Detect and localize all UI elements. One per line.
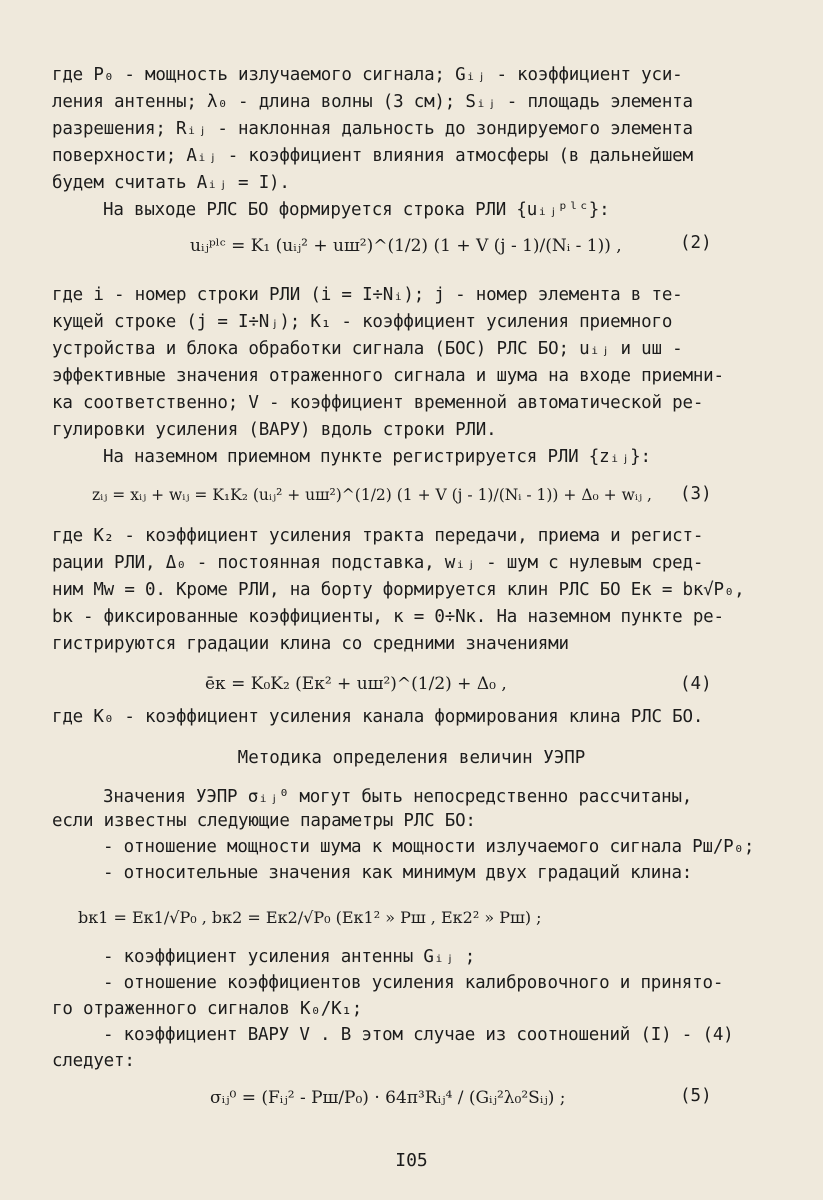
text-line-19: где K₀ - коэффициент усиления канала формирования клина РЛС БО. [52,707,704,727]
text-line-11: ка соответственно; V - коэффициент временной автоматической ре- [52,393,704,413]
text-line-18: гистрируются градации клина со средними значениями [52,634,569,654]
equation-3: zᵢⱼ = xᵢⱼ + wᵢⱼ = K₁K₂ (uᵢⱼ² + uш²)^(1/2) (1 + V (j - 1)/(Nᵢ - 1)) + Δ₀ + wᵢⱼ , [92,486,652,504]
text-line-14: где K₂ - коэффициент усиления тракта передачи, приема и регист- [52,526,704,546]
text-line-4: поверхности; Aᵢⱼ - коэффициент влияния атмосферы (в дальнейшем [52,146,693,166]
text-line-16: ним Mw = 0. Кроме РЛИ, на борту формируется клин РЛС БО Eк = bк√P₀, [52,580,745,600]
text-line-20: Значения УЭПР σᵢⱼ⁰ могут быть непосредственно рассчитаны, [103,787,693,807]
equation-number-3: (3) [680,484,712,504]
text-line-27: - коэффициент ВАРУ V . В этом случае из соотношений (I) - (4) [103,1025,734,1045]
text-line-5: будем считать Aᵢⱼ = I). [52,173,290,193]
equation-gradations: bк1 = Eк1/√P₀ , bк2 = Eк2/√P₀ (Eк1² » Pш , Eк2² » Pш) ; [78,908,542,927]
equation-number-2: (2) [680,233,712,253]
equation-4: ēк = K₀K₂ (Eк² + uш²)^(1/2) + Δ₀ , [205,674,507,694]
equation-2: uᵢⱼᵖˡᶜ = K₁ (uᵢⱼ² + uш²)^(1/2) (1 + V (j - 1)/(Nᵢ - 1)) , [190,236,622,256]
equation-number-4: (4) [680,674,712,694]
equation-5: σᵢⱼ⁰ = (Fᵢⱼ² - Pш/P₀) · 64π³Rᵢⱼ⁴ / (Gᵢⱼ²λ₀²Sᵢⱼ) ; [210,1088,566,1108]
text-line-23: - относительные значения как минимум двух градаций клина: [103,863,693,883]
text-line-15: рации РЛИ, Δ₀ - постоянная подставка, wᵢⱼ - шум с нулевым сред- [52,553,704,573]
text-line-21: если известны следующие параметры РЛС БО: [52,811,476,831]
text-line-17: bк - фиксированные коэффициенты, к = 0÷Nк. На наземном пункте ре- [52,607,724,627]
text-line-8: кущей строке (j = I÷Nⱼ); K₁ - коэффициент усиления приемного [52,312,673,332]
text-line-13: На наземном приемном пункте регистрируется РЛИ {zᵢⱼ}: [103,447,651,467]
text-line-2: ления антенны; λ₀ - длина волны (3 см); Sᵢⱼ - площадь элемента [52,92,693,112]
text-line-26: го отраженного сигналов K₀/K₁; [52,999,363,1019]
text-line-7: где i - номер строки РЛИ (i = I÷Nᵢ); j - номер элемента в те- [52,285,683,305]
text-line-28: следует: [52,1051,135,1071]
text-line-9: устройства и блока обработки сигнала (БОС) РЛС БО; uᵢⱼ и uш - [52,339,683,359]
text-line-12: гулировки усиления (ВАРУ) вдоль строки РЛИ. [52,420,497,440]
equation-number-5: (5) [680,1086,712,1106]
text-line-22: - отношение мощности шума к мощности излучаемого сигнала Pш/P₀; [103,837,755,857]
text-line-6: На выходе РЛС БО формируется строка РЛИ {uᵢⱼᵖˡᶜ}: [103,200,610,220]
section-heading: Методика определения величин УЭПР [237,748,586,768]
page-number: I05 [395,1150,428,1171]
text-line-25: - отношение коэффициентов усиления калибровочного и принято- [103,973,724,993]
text-line-10: эффективные значения отраженного сигнала и шума на входе приемни- [52,366,724,386]
text-line-24: - коэффициент усиления антенны Gᵢⱼ ; [103,947,476,967]
text-line-3: разрешения; Rᵢⱼ - наклонная дальность до зондируемого элемента [52,119,693,139]
text-line-1: где P₀ - мощность излучаемого сигнала; Gᵢⱼ - коэффициент уси- [52,65,683,85]
